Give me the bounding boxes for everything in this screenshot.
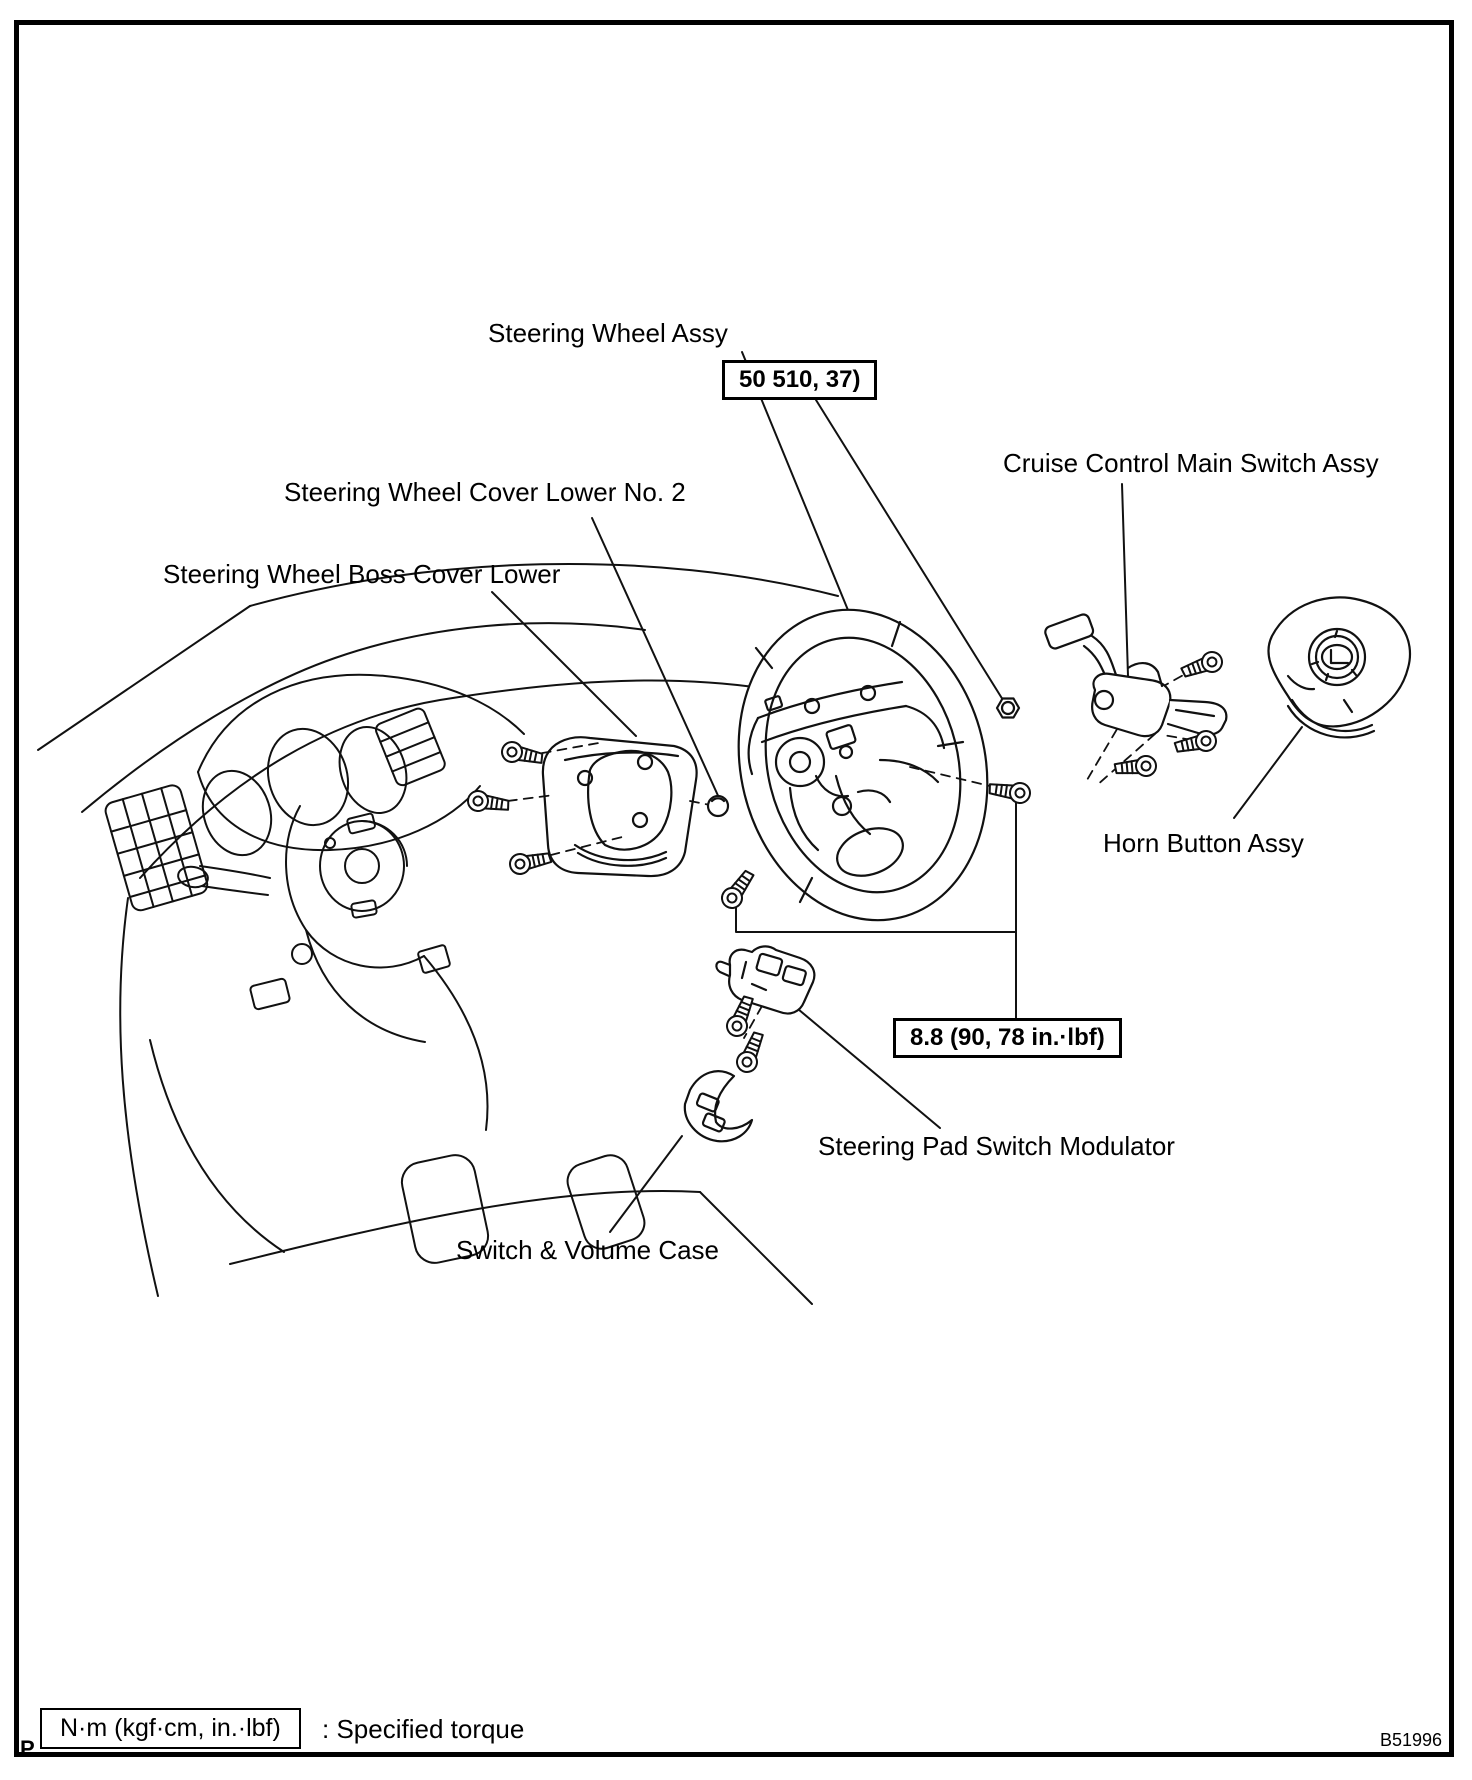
leader-cruise-control xyxy=(1122,484,1128,676)
left-vent xyxy=(103,783,209,912)
horn-button-drawing xyxy=(1268,597,1410,737)
torque-box-pad-screws: 8.8 (90, 78 in.·lbf) xyxy=(893,1018,1122,1058)
wheel-set-nut-icon xyxy=(997,699,1019,718)
cover-clip-icon xyxy=(708,796,728,816)
screw-icon xyxy=(1114,755,1157,778)
label-cover-lower-no2: Steering Wheel Cover Lower No. 2 xyxy=(284,477,686,507)
cruise-switch-drawing xyxy=(1044,613,1227,736)
label-boss-cover-lower: Steering Wheel Boss Cover Lower xyxy=(163,559,561,589)
figure-code: B51996 xyxy=(1379,1730,1442,1750)
leader-boss-cover-lower xyxy=(492,592,636,736)
leader-horn-button xyxy=(1234,727,1302,818)
page-mark: P xyxy=(20,1736,35,1761)
volume-case-drawing xyxy=(685,1071,752,1141)
screw-icon xyxy=(467,790,510,816)
steering-wheel-drawing xyxy=(707,583,1020,947)
screw-icon xyxy=(1179,649,1224,682)
label-cruise-control-main-switch: Cruise Control Main Switch Assy xyxy=(1003,448,1379,478)
right-vent xyxy=(374,707,447,788)
torque-box-wheel-nut: 50 510, 37) xyxy=(722,360,877,400)
boss-cover-drawing xyxy=(543,737,697,876)
label-steering-wheel-assy: Steering Wheel Assy xyxy=(488,318,728,348)
legend-torque-symbol: N·m (kgf·cm, in.·lbf) xyxy=(40,1708,301,1749)
label-pad-switch-modulator: Steering Pad Switch Modulator xyxy=(818,1131,1175,1161)
legend-torque-meaning: : Specified torque xyxy=(322,1714,525,1744)
label-horn-button-assy: Horn Button Assy xyxy=(1103,828,1304,858)
dashboard-sketch xyxy=(38,564,845,1304)
pad-modulator-drawing xyxy=(716,946,814,1013)
screw-icon xyxy=(988,779,1031,805)
screw-icon xyxy=(500,740,544,768)
leader-volume-case xyxy=(610,1136,682,1232)
label-switch-volume-case: Switch & Volume Case xyxy=(456,1235,720,1265)
screw-icon xyxy=(508,848,552,876)
screw-icon xyxy=(718,867,758,912)
